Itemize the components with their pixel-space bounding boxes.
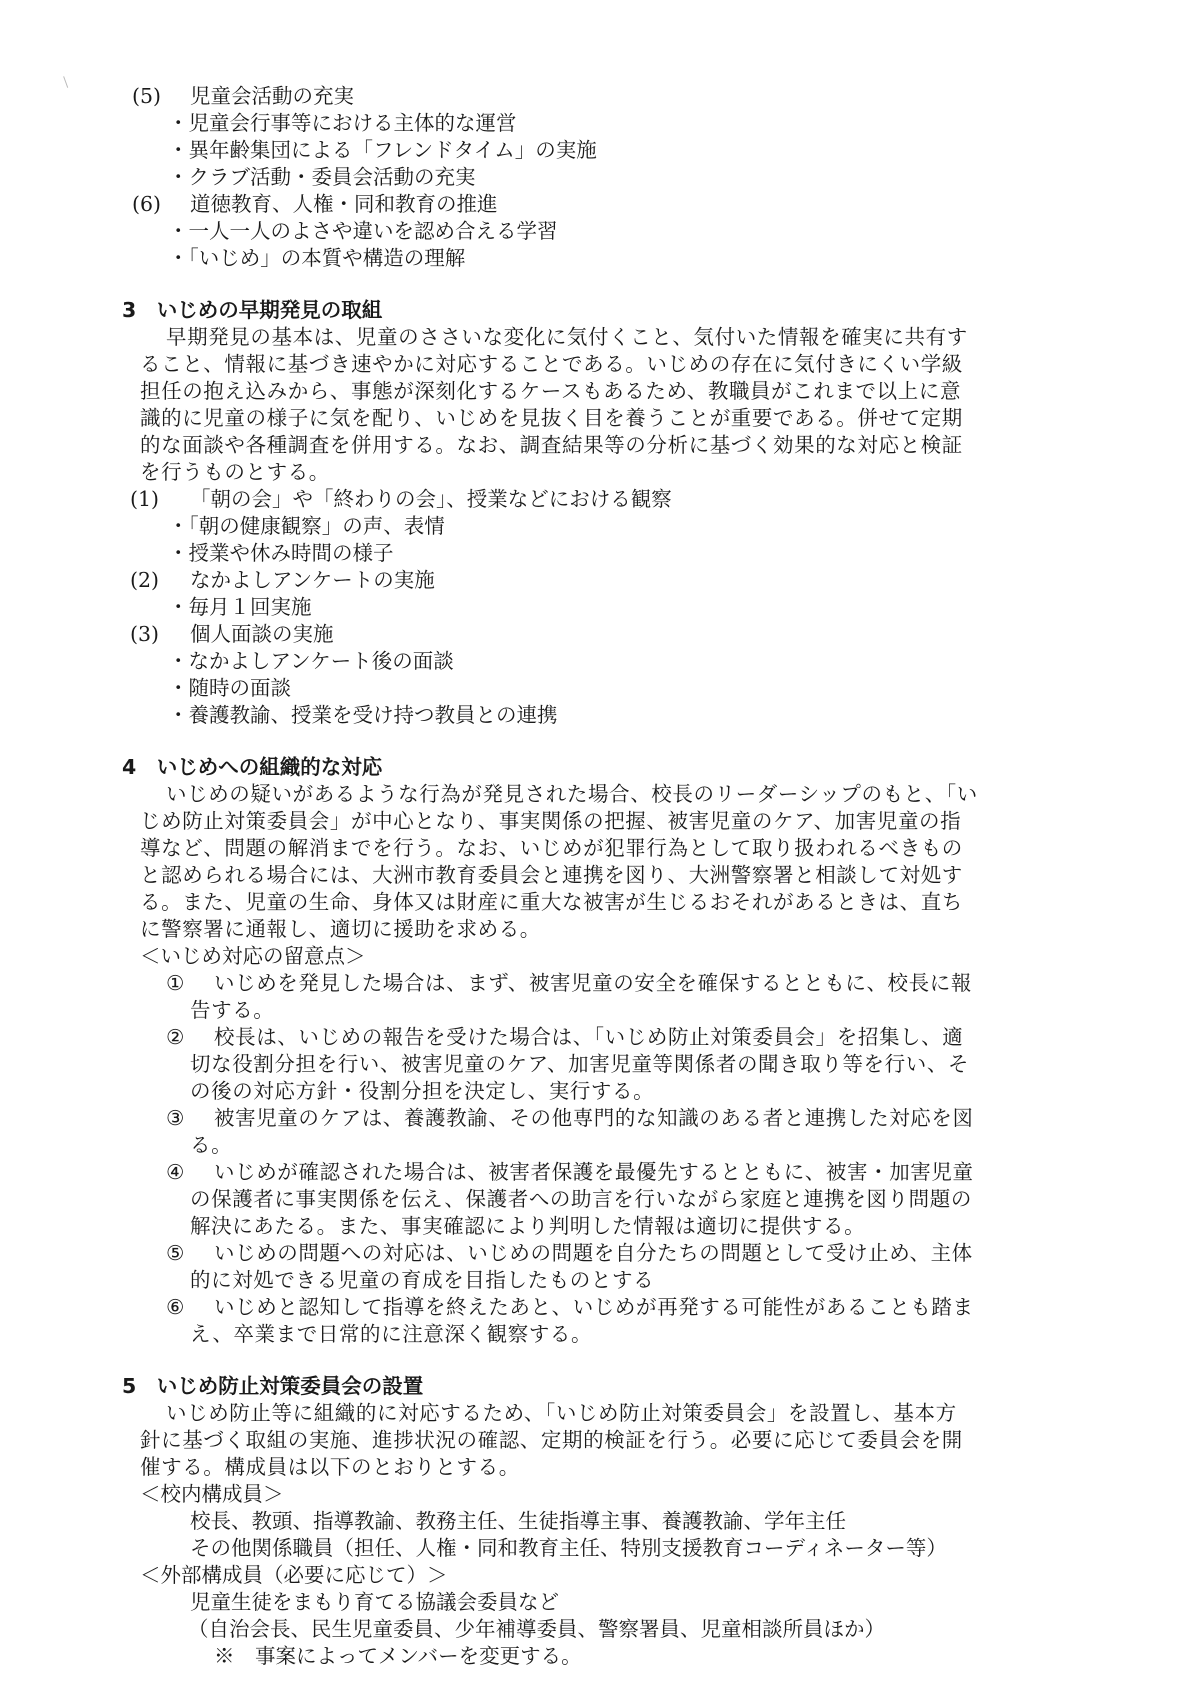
list-item: ・「朝の健康観察」の声、表情 xyxy=(168,514,445,538)
paragraph-line: を行うものとする。 xyxy=(140,460,330,484)
note-line: る。 xyxy=(190,1133,233,1157)
list-item: ・「いじめ」の本質や構造の理解 xyxy=(168,246,466,270)
note-number: ③ xyxy=(166,1106,185,1130)
note-number: ⑤ xyxy=(166,1241,185,1265)
note-line: いじめを発見した場合は、まず、被害児童の安全を確保するとともに、校長に報 xyxy=(214,971,972,995)
item-1-title: 「朝の会」や「終わりの会」、授業などにおける観察 xyxy=(190,487,672,511)
list-item: ・児童会行事等における主体的な運営 xyxy=(168,111,517,135)
footnote: ※ 事案によってメンバーを変更する。 xyxy=(214,1644,582,1668)
paragraph-line: ること、情報に基づき速やかに対応することである。いじめの存在に気付きにくい学級 xyxy=(140,352,963,376)
note-line: 被害児童のケアは、養護教諭、その他専門的な知識のある者と連携した対応を図 xyxy=(214,1106,974,1130)
item-3-number: (3) xyxy=(130,622,160,646)
note-line: え、卒業まで日常的に注意深く観察する。 xyxy=(190,1322,593,1346)
item-6-title: 道徳教育、人権・同和教育の推進 xyxy=(190,192,498,216)
note-number: ① xyxy=(166,971,185,995)
paragraph-line: 識的に児童の様子に気を配り、いじめを見抜く目を養うことが重要である。併せて定期 xyxy=(140,406,963,430)
paragraph-line: る。また、児童の生命、身体又は財産に重大な被害が生じるおそれがあるときは、直ち xyxy=(140,890,963,914)
section-3-heading: 3 いじめの早期発見の取組 xyxy=(122,298,383,322)
list-item: ・毎月１回実施 xyxy=(168,595,312,619)
item-2-number: (2) xyxy=(130,568,160,592)
note-line: の後の対応方針・役割分担を決定し、実行する。 xyxy=(190,1079,655,1103)
list-item: ・なかよしアンケート後の面談 xyxy=(168,649,454,673)
note-line: いじめが確認された場合は、被害者保護を最優先するとともに、被害・加害児童 xyxy=(214,1160,974,1184)
note-line: 校長は、いじめの報告を受けた場合は、「いじめ防止対策委員会」を招集し、適 xyxy=(214,1025,964,1049)
internal-members-line: その他関係職員（担任、人権・同和教育主任、特別支援教育コーディネーター等） xyxy=(190,1536,947,1560)
list-item: ・クラブ活動・委員会活動の充実 xyxy=(168,165,476,189)
note-number: ② xyxy=(166,1025,185,1049)
paragraph-line: 早期発見の基本は、児童のささいな変化に気付くこと、気付いた情報を確実に共有す xyxy=(166,325,968,349)
note-number: ⑥ xyxy=(166,1295,185,1319)
paragraph-line: に警察署に通報し、適切に援助を求める。 xyxy=(140,917,541,941)
scan-mark xyxy=(63,74,74,88)
paragraph-line: と認められる場合には、大洲市教育委員会と連携を図り、大洲警察署と相談して対処す xyxy=(140,863,963,887)
item-5-title: 児童会活動の充実 xyxy=(190,84,354,108)
paragraph-line: じめ防止対策委員会」が中心となり、事実関係の把握、被害児童のケア、加害児童の指 xyxy=(140,809,962,833)
external-members-line: （自治会長、民生児童委員、少年補導委員、警察署員、児童相談所員ほか） xyxy=(188,1617,885,1641)
paragraph-line: いじめ防止等に組織的に対応するため、「いじめ防止対策委員会」を設置し、基本方 xyxy=(166,1401,957,1425)
internal-members-title: ＜校内構成員＞ xyxy=(140,1482,284,1506)
note-line: 解決にあたる。また、事実確認により判明した情報は適切に提供する。 xyxy=(190,1214,866,1238)
section-5-heading: 5 いじめ防止対策委員会の設置 xyxy=(122,1374,424,1398)
note-line: いじめと認知して指導を終えたあと、いじめが再発する可能性があることも踏ま xyxy=(214,1295,974,1319)
list-item: ・授業や休み時間の様子 xyxy=(168,541,394,565)
internal-members-line: 校長、教頭、指導教諭、教務主任、生徒指導主事、養護教諭、学年主任 xyxy=(190,1509,846,1533)
note-line: の保護者に事実関係を伝え、保護者への助言を行いながら家庭と連携を図り問題の xyxy=(190,1187,972,1211)
section-4-heading: 4 いじめへの組織的な対応 xyxy=(122,755,383,779)
paragraph-line: いじめの疑いがあるような行為が発見された場合、校長のリーダーシップのもと、「い xyxy=(166,782,978,806)
list-item: ・異年齢集団による「フレンドタイム」の実施 xyxy=(168,138,597,162)
note-line: 的に対処できる児童の育成を目指したものとする xyxy=(190,1268,655,1292)
list-item: ・養護教諭、授業を受け持つ教員との連携 xyxy=(168,703,558,727)
paragraph-line: 催する。構成員は以下のとおりとする。 xyxy=(140,1455,520,1479)
external-members-title: ＜外部構成員（必要に応じて）＞ xyxy=(140,1563,448,1587)
item-2-title: なかよしアンケートの実施 xyxy=(190,568,435,592)
notes-title: ＜いじめ対応の留意点＞ xyxy=(140,944,366,968)
item-1-number: (1) xyxy=(130,487,160,511)
note-line: 告する。 xyxy=(190,998,275,1022)
item-6-number: (6) xyxy=(132,192,162,216)
item-5-number: (5) xyxy=(132,84,162,108)
external-members-line: 児童生徒をまもり育てる協議会委員など xyxy=(190,1590,559,1614)
paragraph-line: 導など、問題の解消までを行う。なお、いじめが犯罪行為として取り扱われるべきもの xyxy=(140,836,963,860)
note-line: 切な役割分担を行い、被害児童のケア、加害児童等関係者の聞き取り等を行い、そ xyxy=(190,1052,970,1076)
paragraph-line: 的な面談や各種調査を併用する。なお、調査結果等の分析に基づく効果的な対応と検証 xyxy=(140,433,963,457)
note-number: ④ xyxy=(166,1160,185,1184)
note-line: いじめの問題への対応は、いじめの問題を自分たちの問題として受け止め、主体 xyxy=(214,1241,973,1265)
list-item: ・一人一人のよさや違いを認め合える学習 xyxy=(168,219,558,243)
item-3-title: 個人面談の実施 xyxy=(190,622,334,646)
paragraph-line: 針に基づく取組の実施、進捗状況の確認、定期的検証を行う。必要に応じて委員会を開 xyxy=(140,1428,963,1452)
paragraph-line: 担任の抱え込みから、事態が深刻化するケースもあるため、教職員がこれまで以上に意 xyxy=(140,379,962,403)
list-item: ・随時の面談 xyxy=(168,676,291,700)
